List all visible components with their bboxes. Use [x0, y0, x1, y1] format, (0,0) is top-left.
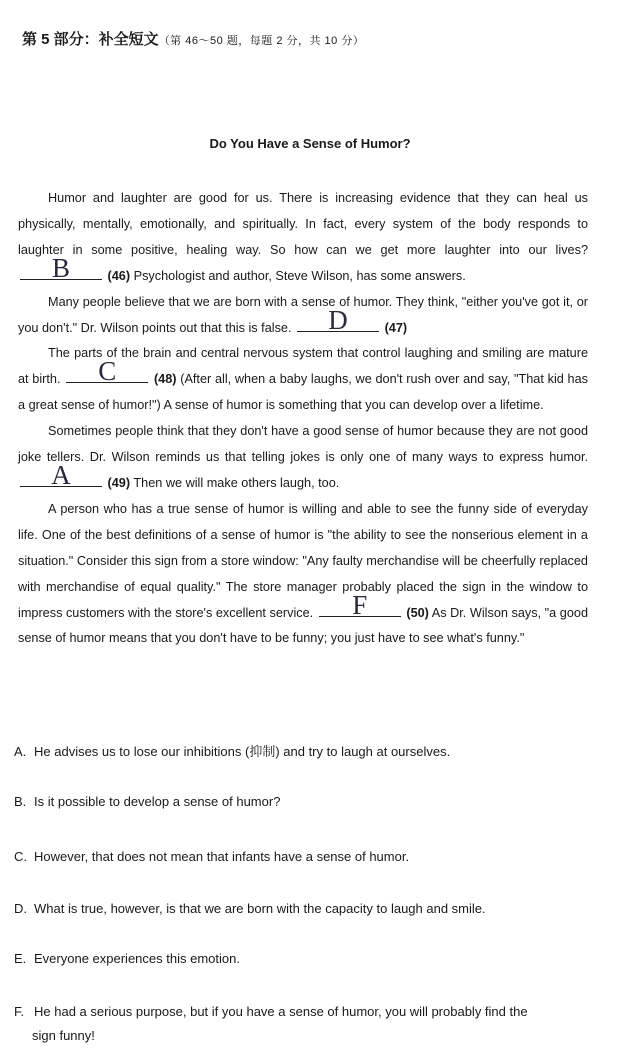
option-letter: C.: [14, 849, 27, 864]
section-title: 第 5 部分：补全短文: [22, 31, 159, 48]
question-number: (46): [107, 268, 131, 283]
paragraph-text: Psychologist and author, Steve Wilson, has some answers.: [133, 268, 466, 283]
answer-blank-50[interactable]: [319, 589, 401, 620]
option-letter: B.: [14, 794, 27, 809]
question-number: (49): [107, 475, 131, 490]
handwritten-answer: F: [352, 589, 368, 620]
handwritten-answer: D: [328, 304, 348, 335]
option-a: [14, 740, 604, 764]
paragraph-text: Then we will make others laugh, too.: [133, 475, 340, 490]
option-text: He advises us to lose our inhibitions (抑制) and try to laugh at ourselves.: [34, 744, 451, 759]
option-c: [14, 845, 604, 869]
section-note: （第 46～50 题，每题 2 分，共 10 分）: [158, 35, 365, 47]
passage: [18, 186, 588, 652]
answer-blank-49[interactable]: [20, 459, 102, 490]
paragraph-text: As Dr. Wilson says, "a good sense of humor means that you don't have to be funny; you just have to see what's funny.": [18, 605, 589, 646]
option-text: He had a serious purpose, but if you have a sense of humor, you will probably find the: [34, 1004, 528, 1019]
section-header: [22, 28, 364, 49]
option-f: [14, 1000, 604, 1048]
option-letter: A.: [14, 744, 27, 759]
question-number: (47): [384, 320, 408, 335]
question-number: (48): [153, 372, 177, 387]
option-text: What is true, however, is that we are born with the capacity to laugh and smile.: [34, 901, 486, 916]
paragraph-text: Humor and laughter are good for us. There is increasing evidence that they can heal us physically, mentally, emotionally, and spiritually. In fact, every system of the body responds to laughter in some positive, healing way. So how can we get more laughter into our lives?: [18, 191, 588, 257]
paragraph-5: [18, 497, 588, 652]
paragraph-text: Many people believe that we are born with a sense of humor. They think, "either you've got it, or you don't." Dr. Wilson points out that this is false.: [18, 294, 588, 335]
answer-blank-48[interactable]: [66, 356, 148, 387]
question-number: (50): [406, 605, 429, 620]
option-e: [14, 947, 604, 971]
option-letter: D.: [14, 901, 27, 916]
paragraph-3: [18, 341, 588, 419]
paragraph-1: [18, 186, 588, 290]
option-b: [14, 790, 604, 814]
paragraph-text: (After all, when a baby laughs, we don't rush over and say, "That kid has a great sense of humor!") A sense of humor is something that you can develop over a lifetime.: [18, 372, 588, 413]
handwritten-answer: B: [51, 252, 70, 283]
option-text: Everyone experiences this emotion.: [34, 951, 240, 966]
paragraph-2: [18, 290, 588, 342]
option-text: However, that does not mean that infants have a sense of humor.: [34, 849, 410, 864]
option-letter: E.: [14, 951, 27, 966]
option-text-continued: sign funny!: [32, 1028, 95, 1043]
handwritten-answer: C: [98, 356, 117, 387]
paragraph-text: A person who has a true sense of humor is willing and able to see the funny side of everyday life. One of the best definitions of a sense of humor is "the ability to see the nonserious element in a situation." Consider this sign from a store window: "Any faulty merchandise will be cheerfully replaced with merchandise of equal quality." The store manager probably placed the sign in the window to impress customers with the store's excellent service.: [18, 501, 588, 620]
answer-blank-46[interactable]: [20, 252, 102, 283]
answer-blank-47[interactable]: [297, 304, 379, 335]
paragraph-text: Sometimes people think that they don't have a good sense of humor because they are not good joke tellers. Dr. Wilson reminds us that telling jokes is only one of many ways to express humor.: [18, 424, 588, 465]
option-text: Is it possible to develop a sense of humor?: [34, 794, 281, 809]
paragraph-4: [18, 419, 588, 497]
handwritten-answer: A: [51, 459, 71, 490]
option-letter: F.: [14, 1004, 25, 1019]
option-d: [14, 897, 604, 921]
article-title: Do You Have a Sense of Humor?: [209, 136, 411, 151]
paragraph-text: The parts of the brain and central nervous system that control laughing and smiling are mature at birth.: [18, 346, 588, 387]
